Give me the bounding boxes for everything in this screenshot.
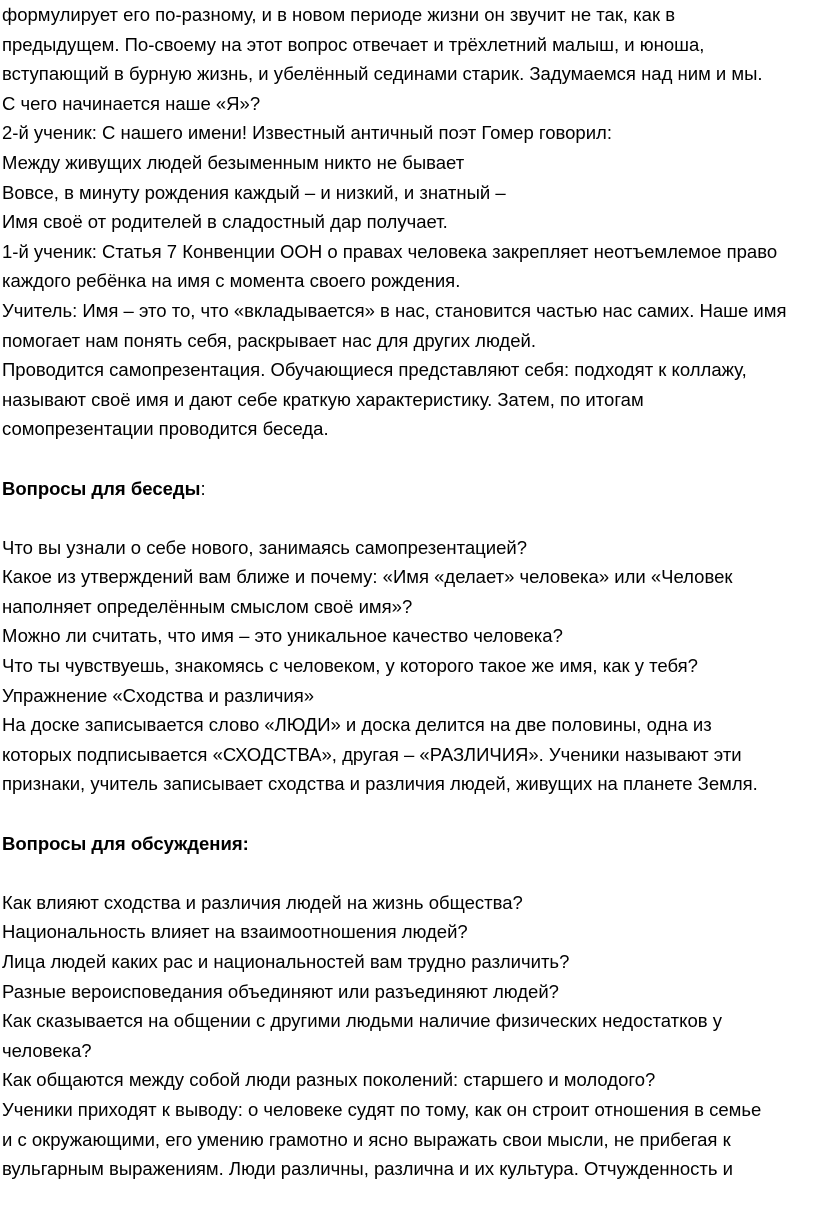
question-line: Можно ли считать, что имя – это уникальное качество человека? xyxy=(2,625,563,647)
section-heading-discussion: Вопросы для обсуждения: xyxy=(2,832,249,854)
text-line: 1-й ученик: Статья 7 Конвенции ООН о правах человека закрепляет неотъемлемое право xyxy=(2,240,778,262)
text-line: признаки, учитель записывает сходства и различия людей, живущих на планете Земля. xyxy=(2,773,758,795)
question-line: Что ты чувствуешь, знакомясь с человеком, у которого такое же имя, как у тебя? xyxy=(2,655,698,677)
text-line: и с окружающими, его умению грамотно и ясно выражать свои мысли, не прибегая к xyxy=(2,1128,731,1150)
question-line: человека? xyxy=(2,1039,92,1061)
question-line: Разные вероисповедания объединяют или разъединяют людей? xyxy=(2,980,559,1002)
blank-line xyxy=(2,799,810,829)
question-line: Национальность влияет на взаимоотношения людей? xyxy=(2,921,468,943)
blank-line xyxy=(2,858,810,888)
text-line: формулирует его по-разному, и в новом периоде жизни он звучит не так, как в xyxy=(2,4,676,25)
paragraph-intro xyxy=(2,0,810,444)
text-line: которых подписывается «СХОДСТВА», другая – «РАЗЛИЧИЯ». Ученики называют эти xyxy=(2,743,742,765)
question-line: Какое из утверждений вам ближе и почему: «Имя «делает» человека» или «Человек xyxy=(2,566,733,588)
text-line: На доске записывается слово «ЛЮДИ» и доска делится на две половины, одна из xyxy=(2,714,712,736)
text-line: предыдущем. По-своему на этот вопрос отвечает и трёхлетний малыш, и юноша, xyxy=(2,33,705,55)
question-line: наполняет определённым смыслом своё имя»? xyxy=(2,595,413,617)
text-line: называют своё имя и дают себе краткую характеристику. Затем, по итогам xyxy=(2,388,644,410)
text-line: Проводится самопрезентация. Обучающиеся представляют себя: подходят к коллажу, xyxy=(2,359,747,381)
text-line: Ученики приходят к выводу: о человеке судят по тому, как он строит отношения в семье xyxy=(2,1098,762,1120)
text-line: 2-й ученик: С нашего имени! Известный античный поэт Гомер говорил: xyxy=(2,122,612,144)
text-line: каждого ребёнка на имя с момента своего рождения. xyxy=(2,270,461,292)
poem-line: Вовсе, в минуту рождения каждый – и низкий, и знатный – xyxy=(2,181,506,203)
paragraph-discussion-questions xyxy=(2,888,810,1184)
question-line: Лица людей каких рас и национальностей вам трудно различить? xyxy=(2,951,570,972)
text-line: вступающий в бурную жизнь, и убелённый сединами старик. Задумаемся над ним и мы. xyxy=(2,63,763,85)
poem-line: Имя своё от родителей в сладостный дар получает. xyxy=(2,211,448,233)
exercise-title: Упражнение «Сходства и различия» xyxy=(2,684,315,706)
question-line: Что вы узнали о себе нового, занимаясь самопрезентацией? xyxy=(2,536,527,558)
question-line: Как общаются между собой люди разных поколений: старшего и молодого? xyxy=(2,1069,656,1091)
text-line: Учитель: Имя – это то, что «вкладывается» в нас, становится частью нас самих. Наше имя xyxy=(2,299,787,321)
poem-line: Между живущих людей безыменным никто не бывает xyxy=(2,151,465,173)
heading-colon: : xyxy=(200,477,206,499)
text-line: вульгарным выражениям. Люди различны, различна и их культура. Отчужденность и xyxy=(2,1158,733,1180)
question-line: Как сказывается на общении с другими людьми наличие физических недостатков у xyxy=(2,1010,722,1032)
section-heading-conversation xyxy=(2,474,810,504)
blank-line xyxy=(2,444,810,474)
text-line: сомопрезентации проводится беседа. xyxy=(2,418,329,440)
text-line: помогает нам понять себя, раскрывает нас для других людей. xyxy=(2,329,536,351)
question-line: Как влияют сходства и различия людей на жизнь общества? xyxy=(2,891,523,913)
paragraph-conversation-questions xyxy=(2,533,810,799)
heading-text: Вопросы для беседы xyxy=(2,477,201,499)
text-line: С чего начинается наше «Я»? xyxy=(2,92,261,114)
blank-line xyxy=(2,503,810,533)
